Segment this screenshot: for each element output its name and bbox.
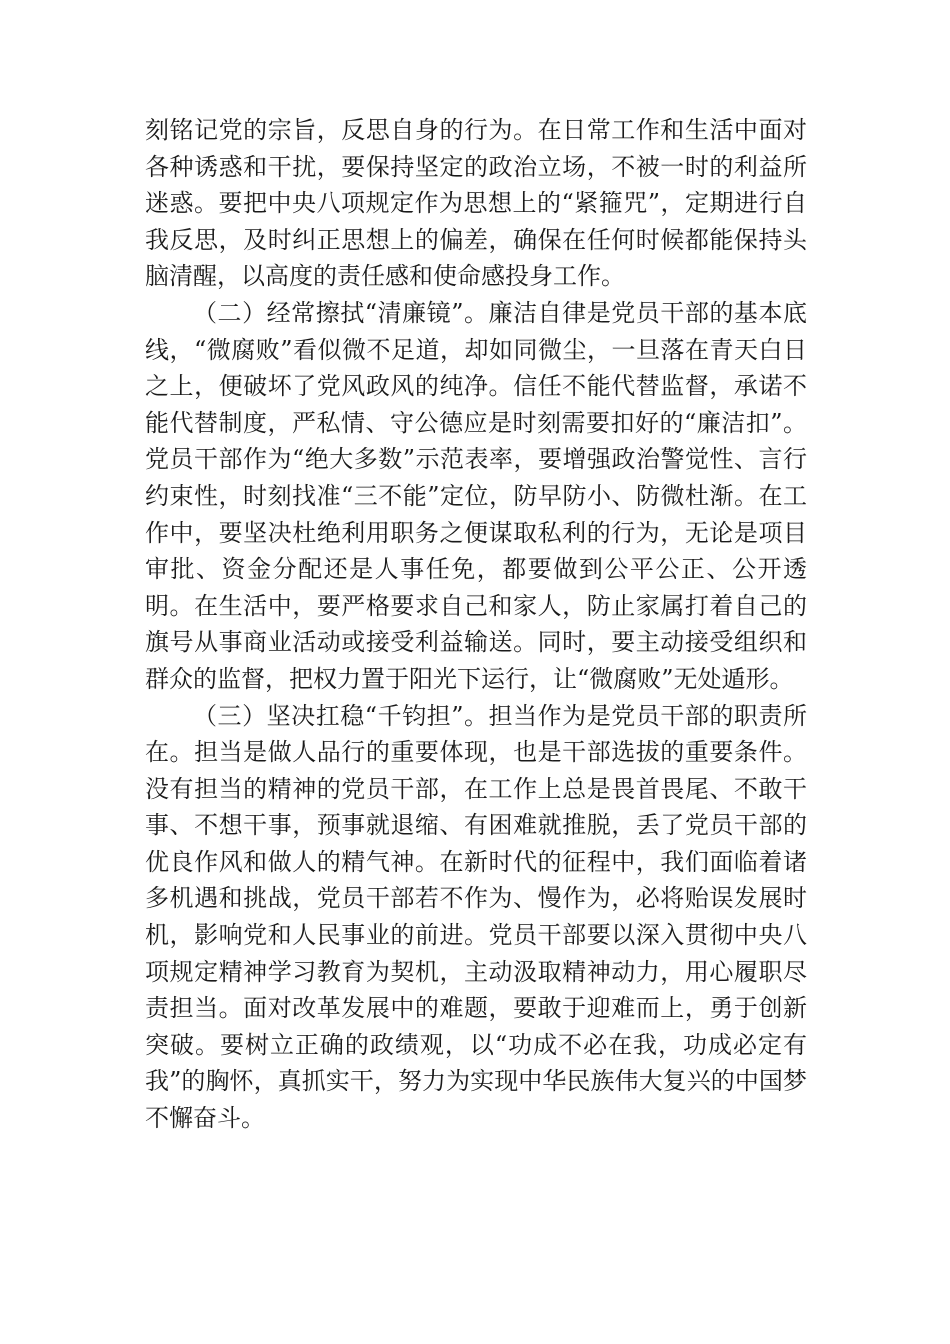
section-body-three: 担当作为是党员干部的职责所在。担当是做人品行的重要体现，也是干部选拔的重要条件。没有担当的精神的党员干部，在工作上总是畏首畏尾、不敢干事、不想干事，预事就退缩、有困难就推脱，丢了党员干部的优良作风和做人的精气神。在新时代的征程中，我们面临着诸多机遇和挑战，党员干部若不作为、慢作为，必将贻误发展时机，影响党和人民事业的前进。党员干部要以深入贯彻中央八项规定精神学习教育为契机，主动汲取精神动力，用心履职尽责担当。面对改革发展中的难题，要敢于迎难而上，勇于创新突破。要树立正确的政绩观，以“功成不必在我，功成必定有我”的胸怀，真抓实干，努力为实现中华民族伟大复兴的中国梦不懈奋斗。 [145,701,808,1133]
paragraph-continuation: 刻铭记党的宗旨，反思自身的行为。在日常工作和生活中面对各种诱惑和干扰，要保持坚定的政治立场，不被一时的利益所迷惑。要把中央八项规定作为思想上的“紧箍咒”，定期进行自我反思，及时纠正思想上的偏差，确保在任何时候都能保持头脑清醒，以高度的责任感和使命感投身工作。 [145,116,807,291]
document-page [145,112,807,1137]
section-heading-three: （三）坚决扛稳“千钧担”。 [193,701,489,730]
paragraph-section-three [145,698,807,1137]
section-body-two: 廉洁自律是党员干部的基本底线，“微腐败”看似微不足道，却如同微尘，一旦落在青天白日之上，便破坏了党风政风的纯净。信任不能代替监督，承诺不能代替制度，严私情、守公德应是时刻需要扣好的“廉洁扣”。党员干部作为“绝大多数”示范表率，要增强政治警觉性、言行约束性，时刻找准“三不能”定位，防早防小、防微杜渐。在工作中，要坚决杜绝利用职务之便谋取私利的行为，无论是项目审批、资金分配还是人事任免，都要做到公平公正、公开透明。在生活中，要严格要求自己和家人，防止家属打着自己的旗号从事商业活动或接受利益输送。同时，要主动接受组织和群众的监督，把权力置于阳光下运行，让“微腐败”无处遁形。 [145,298,808,693]
section-heading-two: （二）经常擦拭“清廉镜”。 [193,298,489,327]
paragraph-section-two [145,295,807,698]
